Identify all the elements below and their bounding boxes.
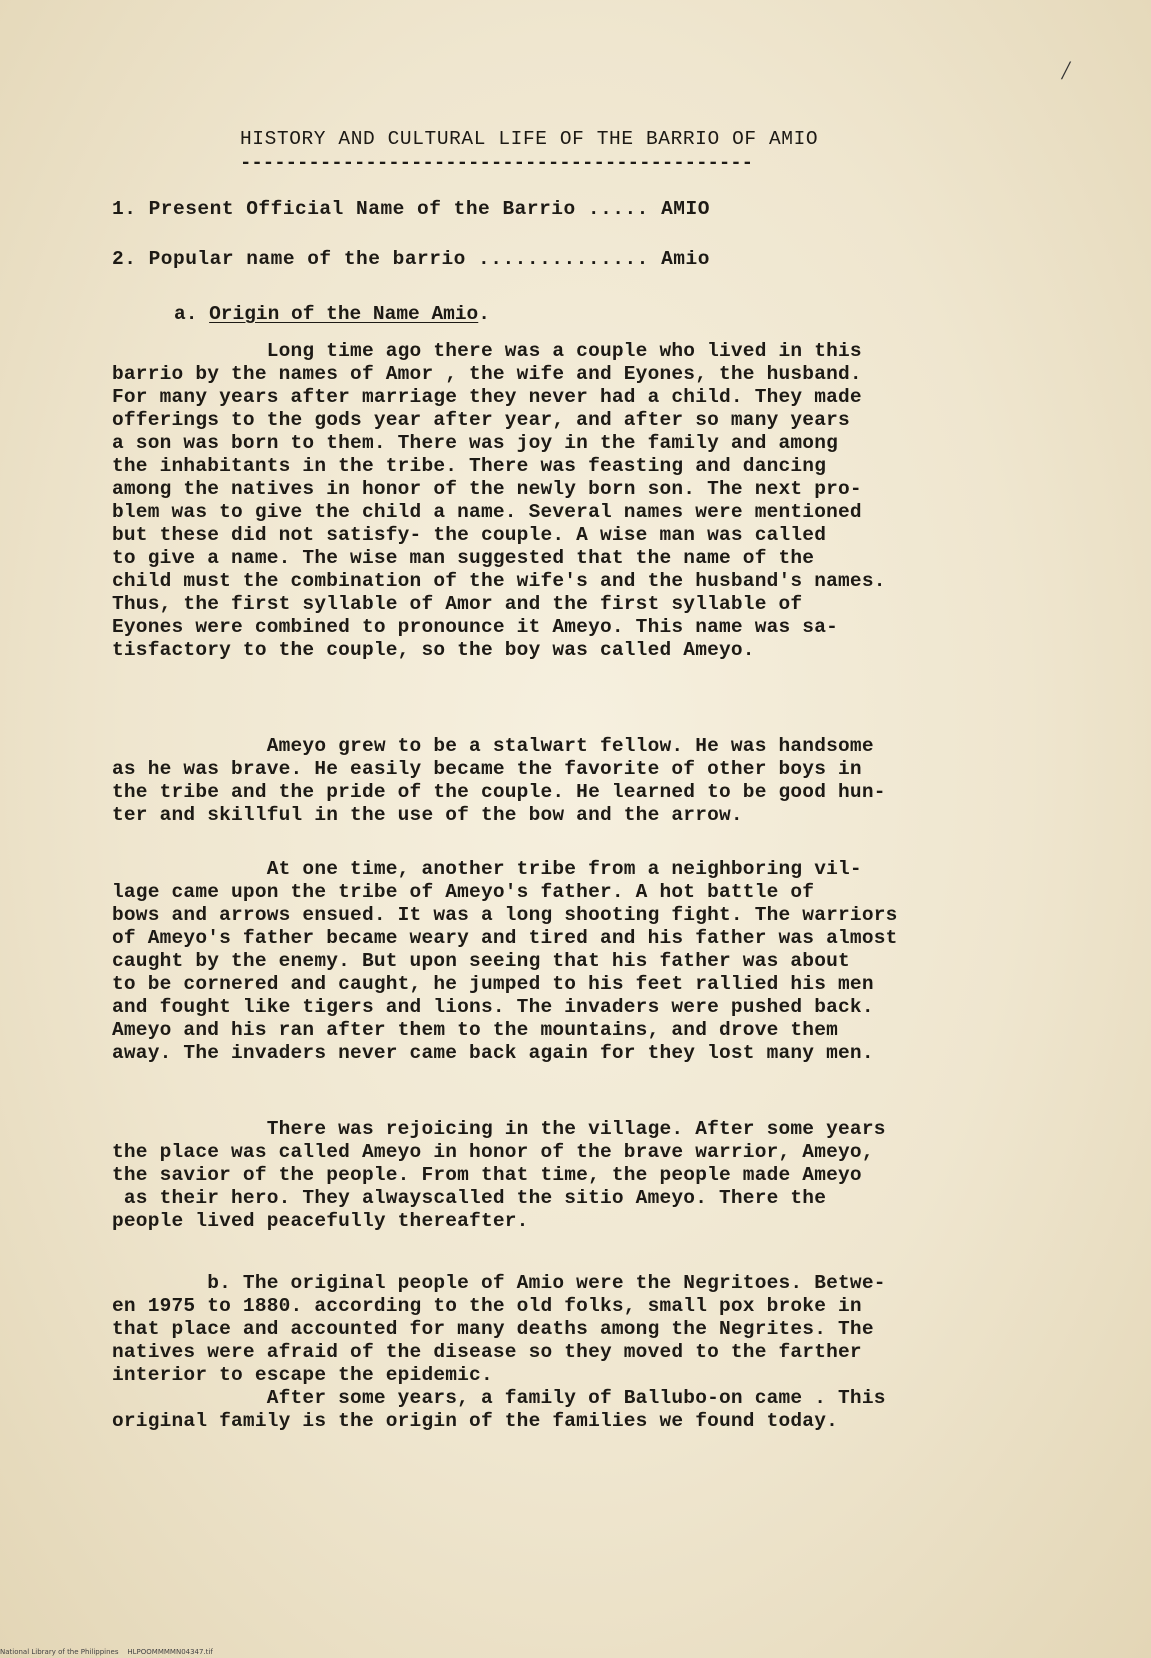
paragraph-ameyo-growth [112, 735, 1102, 827]
text-line: the tribe and the pride of the couple. He learned to be good hun- [112, 781, 886, 803]
paragraph-origin [112, 340, 1102, 662]
text-line: offerings to the gods year after year, and after so many years [112, 409, 850, 431]
text-line: Long time ago there was a couple who lived in this [112, 340, 862, 362]
subhead-text: Origin of the Name Amio [209, 303, 479, 325]
text-line: people lived peacefully thereafter. [112, 1210, 529, 1232]
scan-footer: National Library of the Philippines HLPOOMMMMN04347.tif [0, 1648, 213, 1656]
text-line: bows and arrows ensued. It was a long shooting fight. The warriors [112, 904, 898, 926]
text-line: to be cornered and caught, he jumped to his feet rallied his men [112, 973, 874, 995]
text-line: child must the combination of the wife's and the husband's names. [112, 570, 886, 592]
text-line: original family is the origin of the families we found today. [112, 1410, 839, 1432]
text-line: the savior of the people. From that time, the people made Ameyo [112, 1164, 862, 1186]
text-line: natives were afraid of the disease so they moved to the farther [112, 1341, 862, 1363]
text-line: the inhabitants in the tribe. There was feasting and dancing [112, 455, 827, 477]
text-line: as he was brave. He easily became the favorite of other boys in [112, 758, 862, 780]
text-line: caught by the enemy. But upon seeing that his father was about [112, 950, 850, 972]
text-line: ter and skillful in the use of the bow and the arrow. [112, 804, 743, 826]
item-popular-name: 2. Popular name of the barrio .............. Amio [112, 248, 710, 270]
text-line: lage came upon the tribe of Ameyo's father. A hot battle of [112, 881, 815, 903]
text-line: en 1975 to 1880. according to the old folks, small pox broke in [112, 1295, 862, 1317]
subhead-prefix: a. [174, 303, 210, 325]
title-underline: --------------------------------------------- [240, 152, 754, 174]
paragraph-original-people [112, 1272, 1102, 1433]
text-line: After some years, a family of Ballubo-on came . This [112, 1387, 886, 1409]
text-line: and fought like tigers and lions. The invaders were pushed back. [112, 996, 874, 1018]
section-heading-origin [174, 303, 490, 325]
text-line: Ameyo grew to be a stalwart fellow. He was handsome [112, 735, 874, 757]
paragraph-battle [112, 858, 1102, 1065]
text-line: There was rejoicing in the village. After some years [112, 1118, 886, 1140]
text-line: For many years after marriage they never had a child. They made [112, 386, 862, 408]
text-line: blem was to give the child a name. Several names were mentioned [112, 501, 862, 523]
text-line: a son was born to them. There was joy in the family and among [112, 432, 839, 454]
document-title: HISTORY AND CULTURAL LIFE OF THE BARRIO OF AMIO [240, 128, 819, 150]
text-line: Thus, the first syllable of Amor and the first syllable of [112, 593, 803, 615]
text-line: but these did not satisfy- the couple. A wise man was called [112, 524, 827, 546]
text-line: of Ameyo's father became weary and tired and his father was almost [112, 927, 898, 949]
text-line: Eyones were combined to pronounce it Ameyo. This name was sa- [112, 616, 839, 638]
text-line: tisfactory to the couple, so the boy was called Ameyo. [112, 639, 755, 661]
text-line: among the natives in honor of the newly born son. The next pro- [112, 478, 862, 500]
text-line: as their hero. They alwayscalled the sitio Ameyo. There the [112, 1187, 827, 1209]
item-official-name: 1. Present Official Name of the Barrio ..... AMIO [112, 198, 710, 220]
text-line: to give a name. The wise man suggested that the name of the [112, 547, 815, 569]
page-number-mark: / [1062, 56, 1070, 85]
text-line: away. The invaders never came back again for they lost many men. [112, 1042, 874, 1064]
text-line: Ameyo and his ran after them to the mountains, and drove them [112, 1019, 839, 1041]
text-line: barrio by the names of Amor , the wife and Eyones, the husband. [112, 363, 862, 385]
text-line: b. The original people of Amio were the Negritoes. Betwe- [112, 1272, 886, 1294]
text-line: interior to escape the epidemic. [112, 1364, 493, 1386]
paragraph-rejoicing [112, 1118, 1102, 1233]
text-line: At one time, another tribe from a neighboring vil- [112, 858, 862, 880]
subhead-suffix: . [478, 303, 490, 325]
text-line: the place was called Ameyo in honor of the brave warrior, Ameyo, [112, 1141, 874, 1163]
text-line: that place and accounted for many deaths among the Negrites. The [112, 1318, 874, 1340]
